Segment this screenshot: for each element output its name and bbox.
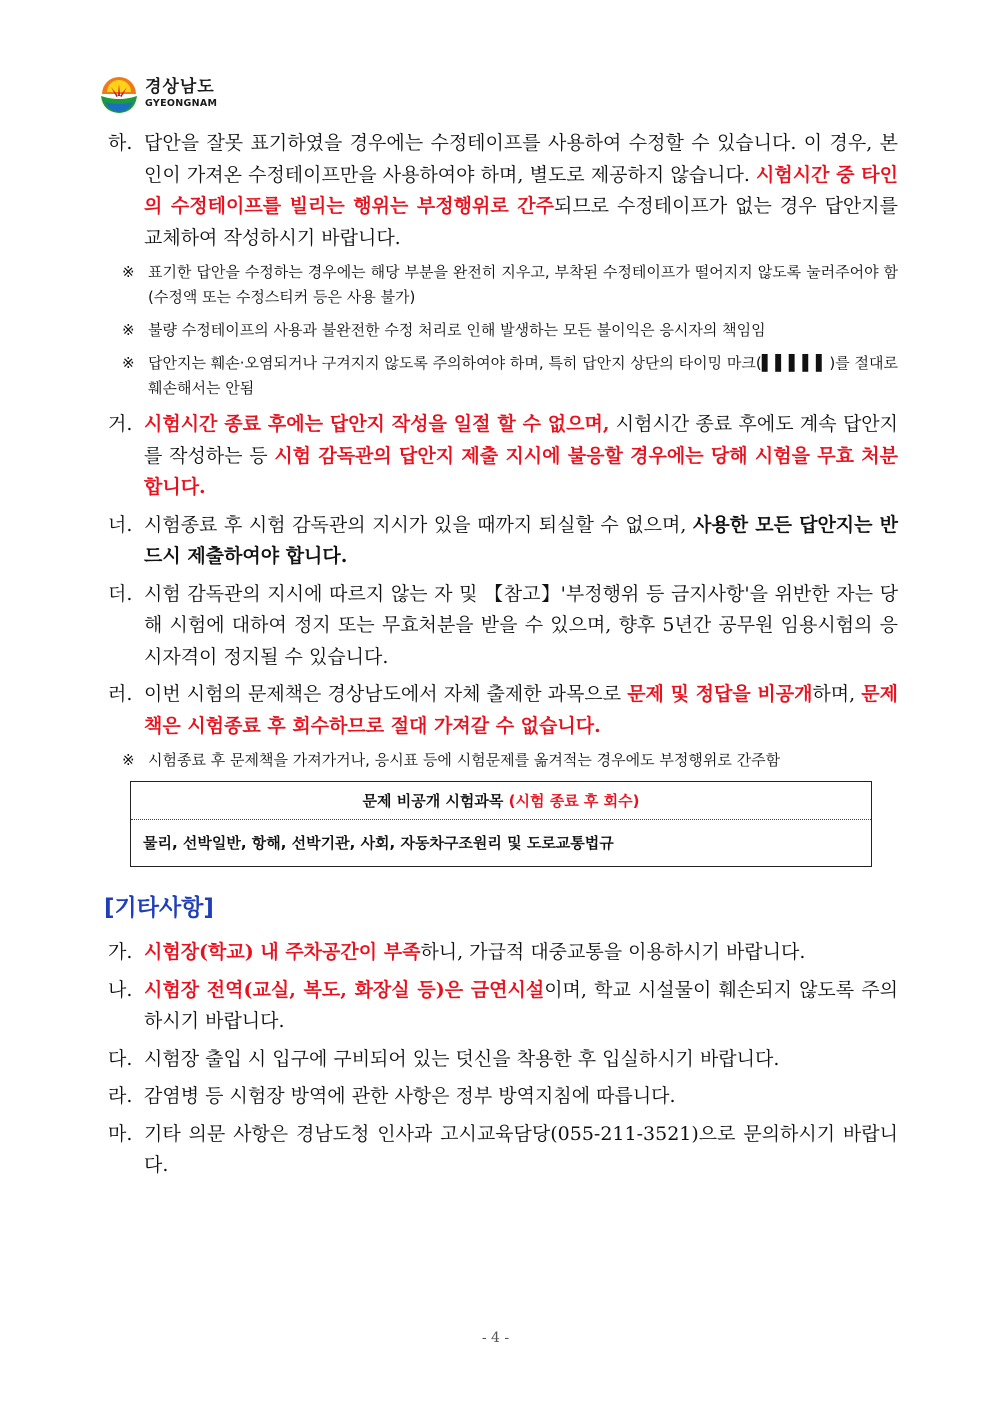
emphasis-text: 문제책은 시험종료 후 회수하므로 절대 가져갈 수 없습니다. (144, 683, 898, 737)
list-item (108, 1044, 898, 1076)
body-text: 감염병 등 시험장 방역에 관한 사항은 정부 방역지침에 따릅니다. (144, 1085, 676, 1107)
note-marker: ※ (122, 751, 135, 769)
emphasis-text: 시험장(학교) 내 주차공간이 부족 (144, 941, 421, 963)
emphasis-text: 시험장 전역(교실, 복도, 화장실 등)은 금연시설 (144, 978, 545, 1001)
item-marker: 러. (108, 683, 133, 705)
item-text (144, 510, 898, 573)
closed-subjects-list: 물리, 선박일반, 항해, 선박기관, 사회, 자동차구조원리 및 도로교통법규 (143, 834, 614, 852)
section-title-misc: [기타사항] (104, 895, 214, 921)
body-text: 시험 감독관의 지시에 따르지 않는 자 및 【참고】'부정행위 등 금지사항'을 위반한 자는 당해 시험에 대하여 정지 또는 무효처분을 받을 수 있으며, 향후 5년간 공무원 임용시험의 응시자격이 정지될 수 있습니다. (144, 582, 898, 668)
body-text: 이번 시험의 문제책은 경상남도에서 자체 출제한 과목으로 (144, 683, 628, 705)
emphasis-text: 시험시간 중 타인의 수정테이프를 빌리는 행위는 부정행위로 간주 (144, 163, 898, 217)
body-text: 시험시간 종료 후에도 계속 답안지를 작성하는 등 (144, 413, 899, 467)
item-marker: 가. (108, 941, 133, 963)
note-marker: ※ (122, 263, 135, 281)
list-item (108, 679, 898, 742)
item-marker: 라. (108, 1085, 133, 1107)
note-item (122, 260, 898, 310)
item-text (144, 1081, 898, 1113)
body-text: 되므로 수정테이프가 없는 경우 답안지를 교체하여 작성하시기 바랍니다. (144, 195, 898, 249)
body-text: 답안을 잘못 표기하였을 경우에는 수정테이프를 사용하여 수정할 수 있습니다. 이 경우, 본인이 가져온 수정테이프만을 사용하여야 하며, 별도로 제공하지 않습니다. (144, 132, 898, 186)
header-logo (97, 70, 217, 118)
item-marker: 너. (108, 513, 133, 536)
item-marker: 하. (108, 132, 133, 154)
item-marker: 다. (108, 1047, 133, 1070)
logo-korean-text: 경상남도 (145, 77, 215, 98)
list-item (108, 510, 898, 573)
emphasis-text: 문제 및 정답을 비공개 (627, 683, 813, 705)
item-marker: 마. (108, 1122, 133, 1145)
bold-text: 사용한 모든 답안지는 반드시 제출하여야 합니다. (144, 513, 899, 567)
list-item (108, 1119, 898, 1182)
item-text (144, 679, 898, 742)
list-item (108, 975, 898, 1038)
emphasis-text: 시험시간 종료 후에는 답안지 작성을 일절 할 수 없으며, (144, 413, 610, 435)
note-item (122, 318, 898, 343)
closed-subjects-header (131, 782, 871, 820)
note-text: 시험종료 후 문제책을 가져가거나, 응시표 등에 시험문제를 옮겨적는 경우에도 부정행위로 간주함 (148, 751, 781, 769)
body-text: 기타 의문 사항은 경남도청 인사과 고시교육담당(055-211-3521)으로 문의하시기 바랍니다. (144, 1122, 898, 1176)
item-marker: 나. (108, 978, 133, 1001)
note-text (148, 351, 898, 401)
note-text-before: 답안지는 훼손·오염되거나 구겨지지 않도록 주의하여야 하며, 특히 답안지 상단의 타이밍 마크( (148, 354, 762, 372)
note-text-after: )를 절대로 훼손해서는 안됨 (148, 354, 898, 397)
body-text: 시험종료 후 시험 감독관의 지시가 있을 때까지 퇴실할 수 없으며, (144, 513, 694, 536)
emphasis-text: 시험 감독관의 답안지 제출 지시에 불응할 경우에는 당해 시험을 무효 처분합니다. (144, 444, 898, 498)
list-item (108, 1081, 898, 1113)
body-text: 하니, 가급적 대중교통을 이용하시기 바랍니다. (420, 941, 806, 963)
item-text (144, 579, 898, 674)
item-marker: 더. (108, 582, 133, 605)
misc-list (108, 937, 898, 1182)
closed-subjects-note: (시험 종료 후 회수) (508, 792, 640, 810)
note-item (122, 351, 898, 401)
body-text: 하며, (812, 683, 862, 705)
gyeongnam-logo-icon (97, 72, 141, 116)
logo-english-text: GYEONGNAM (145, 98, 218, 110)
list-item (108, 409, 898, 504)
body-text: 이며, 학교 시설물이 훼손되지 않도록 주의하시기 바랍니다. (144, 978, 898, 1032)
note-marker: ※ (122, 321, 135, 339)
item-text (144, 937, 898, 969)
timing-mark-icon: ▌▌▌▌▌ (761, 354, 830, 372)
note-item (122, 748, 898, 773)
list-item (108, 937, 898, 969)
page-number: - 4 - (481, 1330, 510, 1346)
list-item (108, 579, 898, 674)
instruction-list (108, 128, 898, 773)
item-text (144, 128, 898, 254)
closed-subjects-title: 문제 비공개 시험과목 (362, 792, 504, 810)
body-text: 시험장 출입 시 입구에 구비되어 있는 덧신을 착용한 후 입실하시기 바랍니다. (144, 1047, 780, 1070)
item-text (144, 1119, 898, 1182)
note-text: 불량 수정테이프의 사용과 불완전한 수정 처리로 인해 발생하는 모든 불이익은 응시자의 책임임 (148, 321, 766, 339)
item-text (144, 409, 898, 504)
document-body (104, 128, 899, 1188)
list-item (108, 128, 898, 254)
closed-subjects-box (130, 781, 872, 867)
note-text: 표기한 답안을 수정하는 경우에는 해당 부분을 완전히 지우고, 부착된 수정테이프가 떨어지지 않도록 눌러주어야 함(수정액 또는 수정스티커 등은 사용 불가) (148, 263, 898, 306)
item-text (144, 975, 898, 1038)
note-marker: ※ (122, 354, 135, 372)
item-text (144, 1044, 898, 1076)
item-marker: 거. (108, 413, 133, 435)
